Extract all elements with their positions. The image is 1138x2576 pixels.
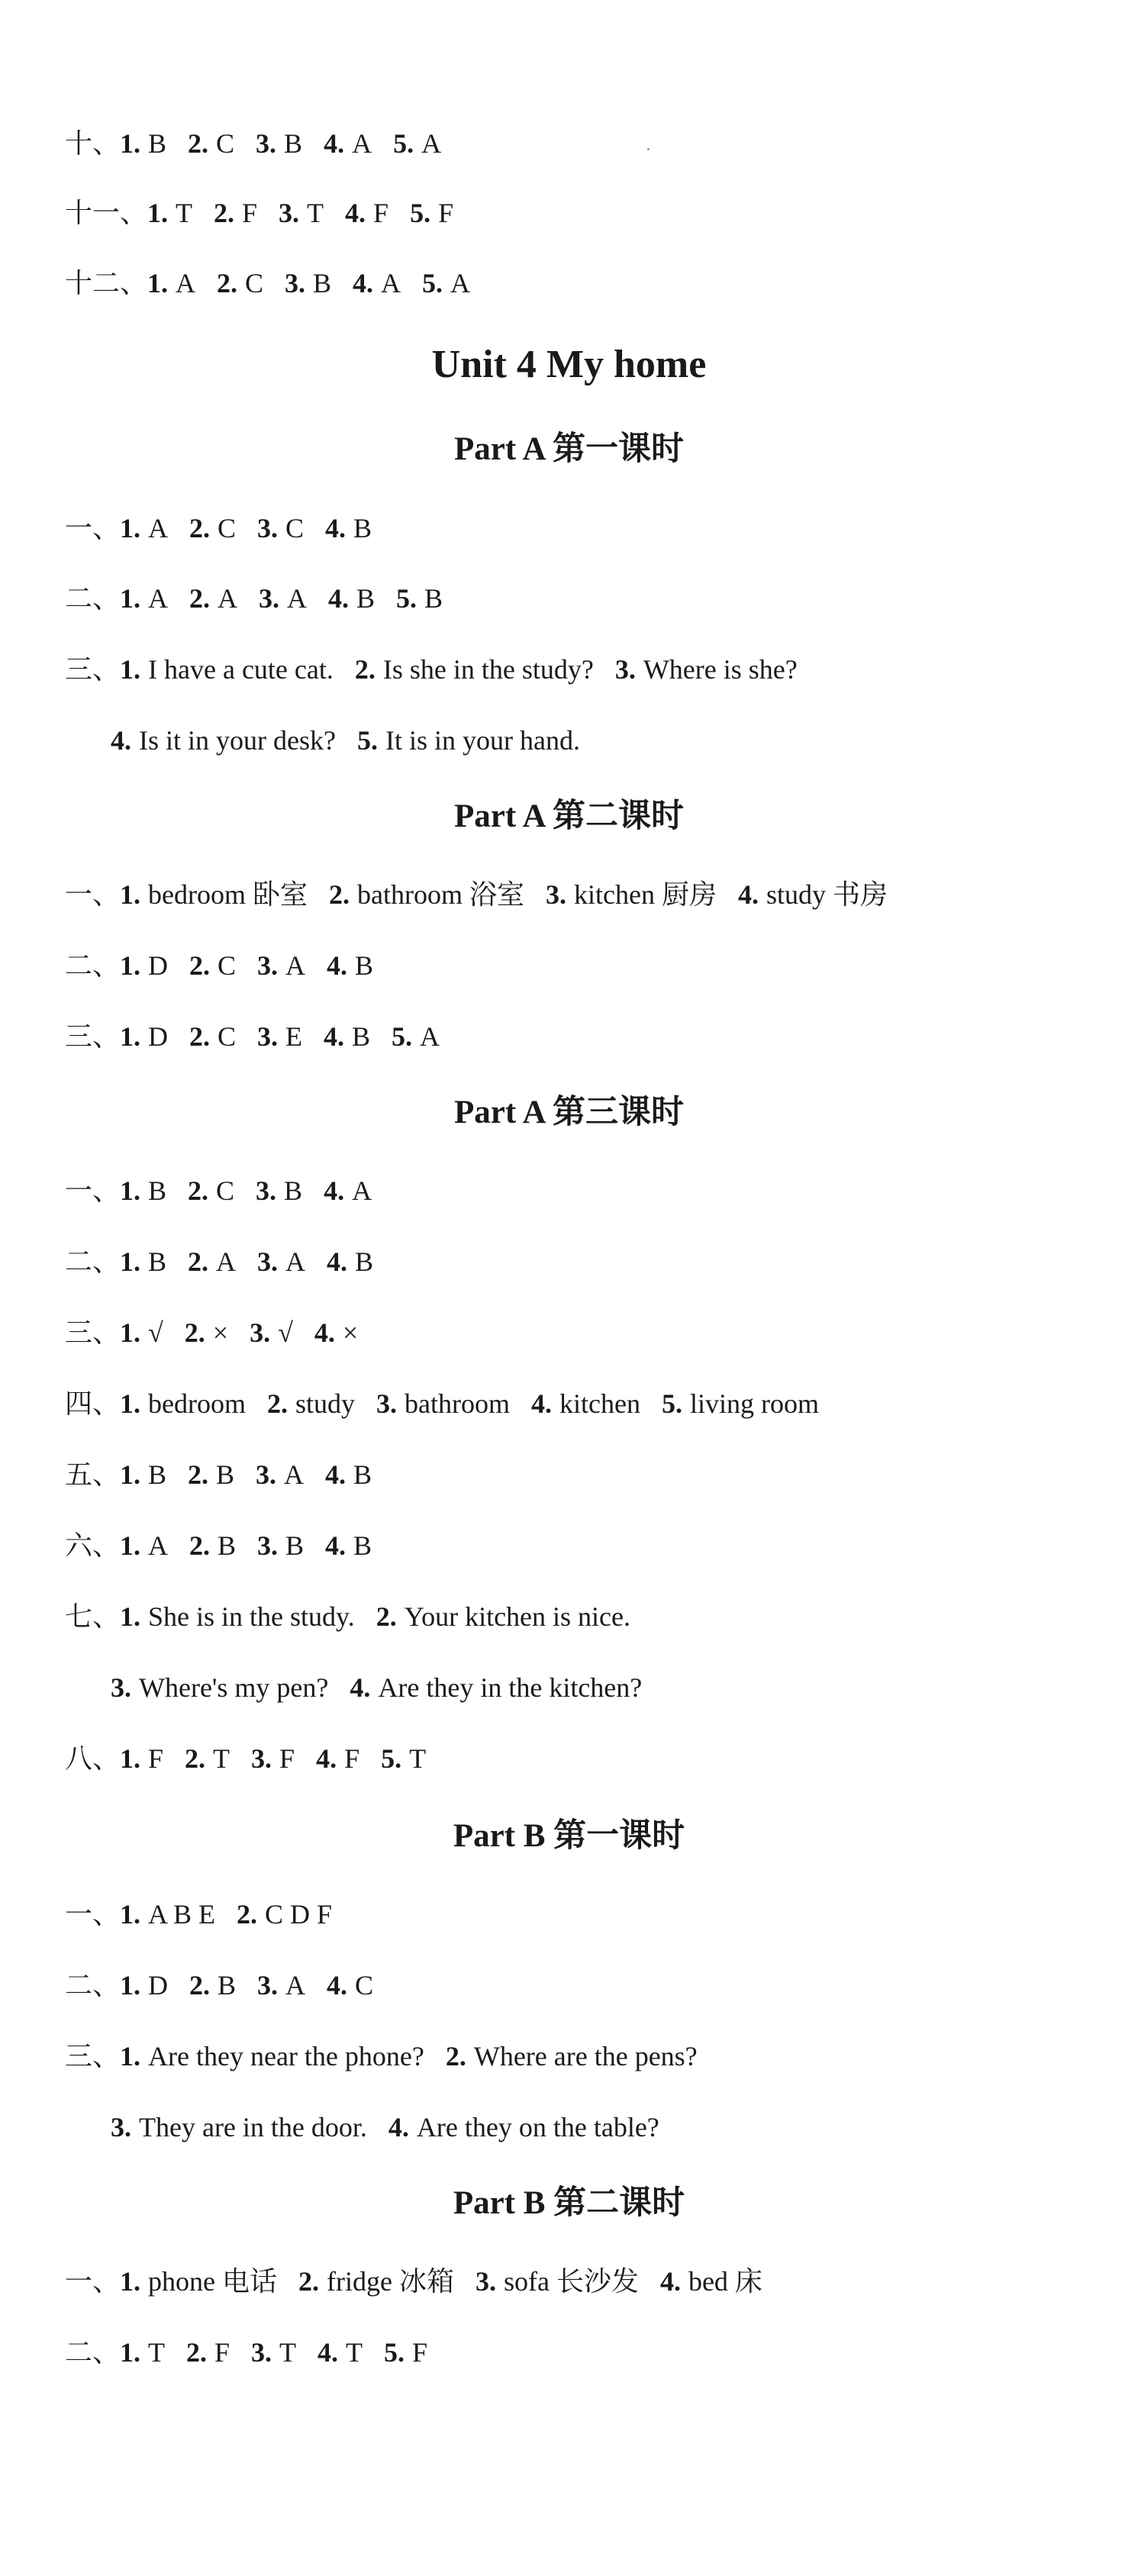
- item-number: 1.: [120, 1388, 141, 1419]
- answer-line: [65, 949, 373, 982]
- answer-text: B: [355, 950, 374, 981]
- answer-text: B: [424, 583, 443, 614]
- item-number: 3.: [257, 1246, 279, 1277]
- section-title: Part A 第一课时: [454, 431, 684, 467]
- item-number: 4.: [345, 198, 366, 228]
- section-title: Part A 第二课时: [454, 798, 684, 834]
- item-number: 3.: [259, 583, 280, 614]
- answer-text: They are in the door.: [139, 2112, 367, 2142]
- answer-text: B: [352, 1021, 371, 1052]
- answer-text: A: [285, 950, 306, 981]
- answer-text: bedroom 卧室: [148, 879, 308, 910]
- item-number: 2.: [266, 1388, 288, 1419]
- question-group-label: 五、: [65, 1459, 121, 1490]
- answer-text: B: [353, 513, 372, 543]
- item-number: 5.: [422, 268, 443, 298]
- answer-text: B: [356, 583, 376, 614]
- question-group-label: 十一、: [65, 198, 148, 228]
- item-number: 1.: [120, 2337, 141, 2368]
- item-number: 2.: [189, 950, 211, 981]
- item-number: 4.: [327, 1246, 348, 1277]
- item-number: 4.: [318, 2337, 339, 2368]
- answer-text: Where's my pen?: [139, 1672, 329, 1703]
- answer-text: E: [285, 1021, 303, 1052]
- answer-text: T: [307, 198, 324, 228]
- answer-line: [111, 724, 580, 757]
- question-group-label: 七、: [65, 1601, 121, 1632]
- answer-line: [65, 1316, 358, 1349]
- question-group-label: 二、: [65, 583, 121, 614]
- answer-line: [65, 1020, 440, 1053]
- item-number: 3.: [257, 513, 279, 543]
- answer-text: fridge 冰箱: [327, 2266, 454, 2297]
- question-group-label: 三、: [65, 2041, 121, 2071]
- item-number: 2.: [189, 1970, 211, 2001]
- answer-line: [65, 2265, 762, 2298]
- answer-text: C: [216, 1175, 235, 1206]
- item-number: 4.: [324, 128, 345, 159]
- question-group-label: 一、: [65, 513, 121, 543]
- answer-text: F: [373, 198, 389, 228]
- answer-text: study 书房: [766, 879, 888, 910]
- item-number: 1.: [120, 1175, 141, 1206]
- answer-text: C: [218, 950, 237, 981]
- answer-text: C: [218, 513, 237, 543]
- item-number: 2.: [214, 198, 235, 228]
- answer-line: [65, 1968, 373, 2002]
- item-number: 2.: [217, 268, 238, 298]
- answer-text: bathroom 浴室: [357, 879, 524, 910]
- answer-text: F: [412, 2337, 428, 2368]
- item-number: 3.: [257, 1970, 279, 2001]
- question-group-label: 六、: [65, 1530, 121, 1561]
- answer-text: A: [352, 1175, 372, 1206]
- answer-text: D: [148, 950, 169, 981]
- item-number: 1.: [120, 128, 141, 159]
- question-group-label: 八、: [65, 1743, 121, 1774]
- answer-text: B: [353, 1530, 372, 1561]
- item-number: 4.: [327, 1970, 348, 2001]
- item-number: 2.: [184, 1317, 205, 1348]
- answer-line: [65, 266, 470, 300]
- answer-text: She is in the study.: [148, 1601, 355, 1632]
- item-number: 5.: [393, 128, 414, 159]
- answer-text: It is in your hand.: [385, 725, 580, 756]
- item-number: 1.: [147, 198, 169, 228]
- answer-text: A: [381, 268, 401, 298]
- answer-text: A: [148, 513, 169, 543]
- item-number: 3.: [256, 1175, 277, 1206]
- item-number: 4.: [659, 2266, 681, 2297]
- answer-text: B: [148, 1246, 167, 1277]
- item-number: 2.: [354, 654, 376, 685]
- item-number: 4.: [328, 583, 350, 614]
- item-number: 5.: [381, 1743, 402, 1774]
- question-group-label: 二、: [65, 950, 121, 981]
- question-group-label: 三、: [65, 1317, 121, 1348]
- question-group-label: 三、: [65, 654, 121, 685]
- answer-line: [65, 1600, 630, 1633]
- answer-text: F: [438, 198, 454, 228]
- section-title: Part B 第一课时: [453, 1818, 685, 1854]
- item-number: 4.: [325, 513, 347, 543]
- item-number: 4.: [350, 1672, 371, 1703]
- item-number: 4.: [111, 725, 131, 756]
- item-number: 2.: [329, 879, 350, 910]
- question-group-label: 二、: [65, 2337, 121, 2368]
- answer-text: C: [218, 1021, 237, 1052]
- item-number: 2.: [189, 1021, 211, 1052]
- answer-text: D: [148, 1970, 169, 2001]
- answer-text: I have a cute cat.: [148, 654, 334, 685]
- answer-line: [65, 1897, 332, 1931]
- item-number: 2.: [186, 2337, 208, 2368]
- answer-text: F: [344, 1743, 360, 1774]
- answer-text: T: [213, 1743, 231, 1774]
- answer-line: [65, 2039, 698, 2073]
- answer-text: A: [216, 1246, 237, 1277]
- item-number: 3.: [111, 1672, 131, 1703]
- answer-text: B: [284, 128, 303, 159]
- item-number: 2.: [188, 1246, 209, 1277]
- answer-text: F: [214, 2337, 231, 2368]
- item-number: 2.: [189, 583, 211, 614]
- answer-text: B: [148, 1459, 167, 1490]
- answer-text: A: [450, 268, 471, 298]
- answer-line: [65, 582, 443, 615]
- question-group-label: 一、: [65, 1899, 121, 1930]
- item-number: 2.: [188, 128, 209, 159]
- answer-text: living room: [689, 1388, 819, 1419]
- item-number: 4.: [327, 950, 348, 981]
- question-group-label: 三、: [65, 1021, 121, 1052]
- answer-text: Are they on the table?: [416, 2112, 659, 2142]
- answer-text: B: [148, 128, 167, 159]
- item-number: 2.: [185, 1743, 206, 1774]
- answer-text: T: [279, 2337, 297, 2368]
- answer-text: study: [295, 1388, 355, 1419]
- answer-text: A B E: [148, 1899, 216, 1930]
- question-group-label: 一、: [65, 879, 121, 910]
- answer-text: C: [285, 513, 305, 543]
- answer-text: A: [421, 128, 442, 159]
- answer-text: C D F: [265, 1899, 333, 1930]
- item-number: 3.: [257, 950, 279, 981]
- answer-text: A: [148, 583, 169, 614]
- item-number: 3.: [251, 1743, 272, 1774]
- item-number: 1.: [120, 513, 141, 543]
- item-number: 1.: [120, 2041, 141, 2071]
- item-number: 3.: [257, 1021, 279, 1052]
- item-number: 2.: [189, 1530, 211, 1561]
- answer-line: [65, 1387, 819, 1420]
- item-number: 3.: [111, 2112, 131, 2142]
- item-number: 3.: [256, 128, 277, 159]
- answer-text: F: [242, 198, 258, 228]
- item-number: 2.: [189, 513, 211, 543]
- answer-text: √: [148, 1317, 163, 1348]
- item-number: 1.: [147, 268, 169, 298]
- answer-text: Are they in the kitchen?: [378, 1672, 643, 1703]
- answer-text: B: [148, 1175, 167, 1206]
- answer-text: T: [176, 198, 193, 228]
- answer-text: A: [176, 268, 196, 298]
- item-number: 2.: [188, 1175, 209, 1206]
- answer-text: ×: [342, 1317, 359, 1348]
- item-number: 1.: [120, 654, 141, 685]
- answer-text: B: [355, 1246, 374, 1277]
- question-group-label: 十、: [65, 128, 121, 159]
- unit-title: Unit 4 My home: [431, 343, 707, 386]
- question-group-label: 一、: [65, 1175, 121, 1206]
- answer-text: T: [148, 2337, 166, 2368]
- answer-text: D: [148, 1021, 169, 1052]
- answer-text: A: [285, 1970, 306, 2001]
- answer-text: B: [313, 268, 332, 298]
- item-number: 1.: [120, 1743, 141, 1774]
- section-title: Part A 第三课时: [454, 1095, 684, 1130]
- question-group-label: 二、: [65, 1246, 121, 1277]
- item-number: 3.: [376, 1388, 397, 1419]
- scan-speck: [647, 148, 650, 150]
- answer-text: A: [352, 128, 372, 159]
- answer-text: A: [287, 583, 308, 614]
- answer-text: A: [148, 1530, 169, 1561]
- item-number: 4.: [737, 879, 759, 910]
- answer-text: √: [278, 1317, 293, 1348]
- question-group-label: 四、: [65, 1388, 121, 1419]
- answer-text: Is it in your desk?: [139, 725, 336, 756]
- item-number: 4.: [325, 1530, 347, 1561]
- item-number: 3.: [614, 654, 636, 685]
- item-number: 3.: [256, 1459, 277, 1490]
- answer-text: bathroom: [405, 1388, 510, 1419]
- item-number: 1.: [120, 1530, 141, 1561]
- answer-text: A: [284, 1459, 305, 1490]
- item-number: 4.: [353, 268, 374, 298]
- item-number: 2.: [237, 1899, 258, 1930]
- answer-line: [65, 878, 888, 911]
- answer-text: F: [279, 1743, 295, 1774]
- answer-text: Where is she?: [643, 654, 798, 685]
- item-number: 3.: [257, 1530, 279, 1561]
- item-number: 1.: [120, 1601, 141, 1632]
- item-number: 5.: [392, 1021, 413, 1052]
- answer-text: B: [285, 1530, 305, 1561]
- question-group-label: 十二、: [65, 268, 148, 298]
- answer-line: [65, 511, 372, 545]
- answer-text: kitchen 厨房: [573, 879, 717, 910]
- answer-text: Is she in the study?: [382, 654, 594, 685]
- answer-text: B: [353, 1459, 372, 1490]
- item-number: 1.: [120, 1317, 141, 1348]
- answer-line: [111, 1671, 642, 1704]
- answer-text: kitchen: [559, 1388, 640, 1419]
- item-number: 4.: [314, 1317, 335, 1348]
- item-number: 3.: [250, 1317, 271, 1348]
- answer-text: B: [218, 1970, 237, 2001]
- answer-text: A: [285, 1246, 306, 1277]
- answer-line: [65, 1245, 373, 1278]
- item-number: 3.: [251, 2337, 272, 2368]
- item-number: 4.: [388, 2112, 409, 2142]
- item-number: 1.: [120, 2266, 141, 2297]
- answer-text: bed 床: [688, 2266, 762, 2297]
- item-number: 2.: [188, 1459, 209, 1490]
- item-number: 5.: [384, 2337, 405, 2368]
- item-number: 1.: [120, 879, 141, 910]
- answer-text: C: [355, 1970, 374, 2001]
- answer-text: F: [148, 1743, 164, 1774]
- item-number: 2.: [298, 2266, 319, 2297]
- item-number: 1.: [120, 1899, 141, 1930]
- item-number: 1.: [120, 950, 141, 981]
- answer-line: [65, 1742, 426, 1775]
- item-number: 4.: [324, 1021, 345, 1052]
- answer-text: B: [284, 1175, 303, 1206]
- answer-text: A: [420, 1021, 440, 1052]
- answer-text: T: [409, 1743, 427, 1774]
- item-number: 3.: [475, 2266, 496, 2297]
- answer-line: [111, 2110, 659, 2144]
- item-number: 4.: [324, 1175, 345, 1206]
- item-number: 5.: [661, 1388, 682, 1419]
- answer-text: sofa 长沙发: [503, 2266, 639, 2297]
- answer-text: C: [216, 128, 235, 159]
- item-number: 3.: [545, 879, 566, 910]
- item-number: 3.: [279, 198, 300, 228]
- item-number: 5.: [410, 198, 431, 228]
- answer-line: [65, 127, 441, 160]
- item-number: 2.: [445, 2041, 466, 2071]
- answer-text: bedroom: [148, 1388, 246, 1419]
- item-number: 1.: [120, 1970, 141, 2001]
- item-number: 1.: [120, 1459, 141, 1490]
- answer-text: T: [346, 2337, 363, 2368]
- item-number: 1.: [120, 583, 141, 614]
- item-number: 1.: [120, 1021, 141, 1052]
- item-number: 4.: [325, 1459, 347, 1490]
- answer-line: [65, 1174, 372, 1207]
- answer-text: A: [218, 583, 238, 614]
- answer-text: B: [216, 1459, 235, 1490]
- answer-line: [65, 1529, 372, 1562]
- item-number: 1.: [120, 1246, 141, 1277]
- answer-line: [65, 196, 453, 230]
- answer-text: B: [218, 1530, 237, 1561]
- answer-text: Your kitchen is nice.: [404, 1601, 631, 1632]
- item-number: 2.: [376, 1601, 397, 1632]
- answer-text: C: [245, 268, 264, 298]
- answer-text: Are they near the phone?: [148, 2041, 424, 2071]
- answer-line: [65, 2336, 427, 2369]
- item-number: 4.: [316, 1743, 337, 1774]
- item-number: 3.: [285, 268, 306, 298]
- item-number: 5.: [356, 725, 378, 756]
- question-group-label: 二、: [65, 1970, 121, 2001]
- answer-text: phone 电话: [148, 2266, 277, 2297]
- section-title: Part B 第二课时: [453, 2185, 685, 2221]
- answer-line: [65, 653, 798, 686]
- answer-text: Where are the pens?: [473, 2041, 698, 2071]
- question-group-label: 一、: [65, 2266, 121, 2297]
- item-number: 4.: [530, 1388, 552, 1419]
- answer-text: ×: [212, 1317, 229, 1348]
- answer-line: [65, 1458, 372, 1491]
- item-number: 5.: [396, 583, 417, 614]
